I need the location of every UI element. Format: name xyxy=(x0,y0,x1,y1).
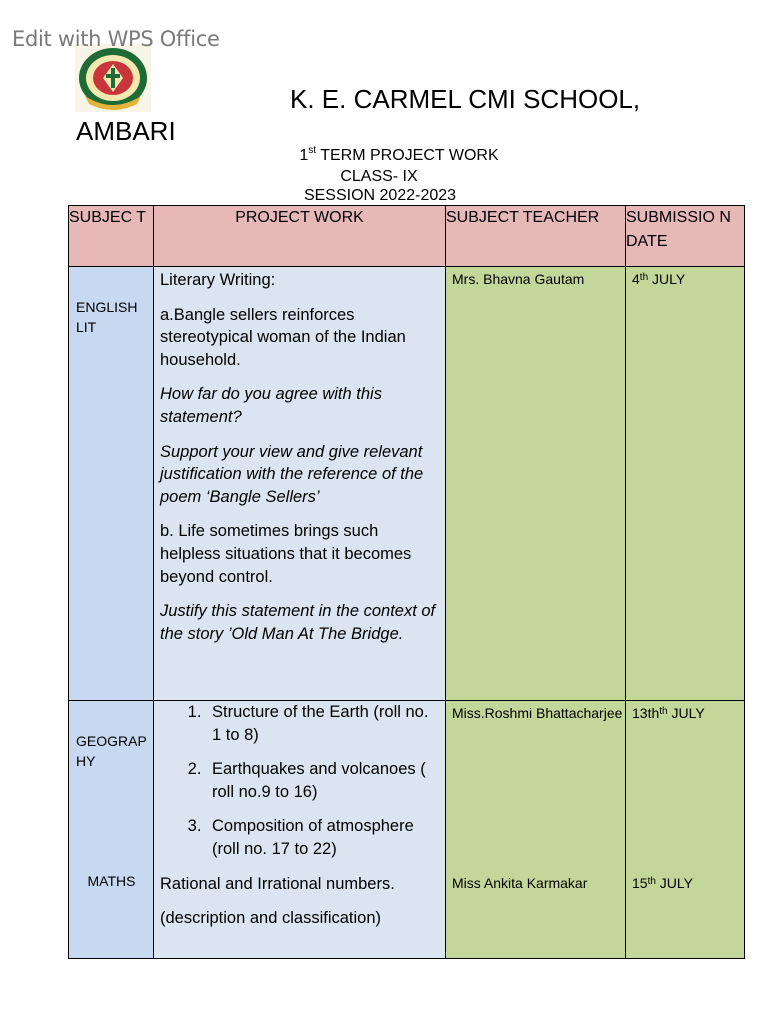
school-name-line2: AMBARI xyxy=(76,116,176,146)
date-cell: $13th^{th}$ JULY xyxy=(632,705,705,721)
header-submission-date: SUBMISSIO N DATE xyxy=(626,206,745,267)
project-text: a.Bangle sellers reinforces stereotypical woman of the Indian household. xyxy=(160,305,406,369)
project-text: Literary Writing: xyxy=(160,271,276,289)
table-row xyxy=(69,701,745,959)
teacher-cell: Miss Ankita Karmakar xyxy=(452,875,588,891)
subject-cell: MATHS xyxy=(87,873,136,889)
project-cell xyxy=(154,701,445,930)
term-heading: 1st TERM PROJECT WORK xyxy=(299,145,499,164)
project-table xyxy=(68,205,745,959)
teacher-cell: Miss.Roshmi Bhattacharjee xyxy=(452,705,623,721)
school-logo-icon xyxy=(75,44,151,112)
teacher-cell: Mrs. Bhavna Gautam xyxy=(452,271,585,287)
project-text: How far do you agree with this statement? xyxy=(160,385,382,426)
table-header-row xyxy=(69,206,745,267)
session-heading: SESSION 2022-2023 xyxy=(303,187,457,204)
project-text: Support your view and give relevant justification with the reference of the poem ‘Bangle Sellers’ xyxy=(160,442,424,506)
wps-watermark: Edit with WPS Office xyxy=(12,27,220,51)
date-cell: 4th JULY xyxy=(632,271,686,287)
date-cell: 15th JULY xyxy=(632,875,694,891)
table-row xyxy=(69,267,745,701)
subject-cell: ENGLISH LIT xyxy=(76,299,138,335)
project-text: Justify this statement in the context of the story ’Old Man At The Bridge. xyxy=(160,602,436,643)
list-item: 3. Composition of atmosphere (roll no. 17 to 22) xyxy=(206,815,439,860)
school-name-line1: K. E. CARMEL CMI SCHOOL, xyxy=(290,84,641,114)
subject-cell: GEOGRAP HY xyxy=(76,733,147,769)
project-text: b. Life sometimes brings such helpless situations that it becomes beyond control. xyxy=(160,522,412,586)
project-text: (description and classification) xyxy=(160,909,382,928)
class-heading: CLASS- IX xyxy=(340,168,418,185)
list-item: 2. Earthquakes and volcanoes ( roll no.9 to 16) xyxy=(206,758,439,803)
project-cell xyxy=(154,269,445,645)
list-item: 1. Structure of the Earth (roll no. 1 to 8) xyxy=(206,701,439,746)
project-text: Rational and Irrational numbers. xyxy=(160,874,395,893)
header-project-work: PROJECT WORK xyxy=(154,206,446,267)
header-subject-teacher: SUBJECT TEACHER xyxy=(446,206,626,267)
header-subject: SUBJEC T xyxy=(69,206,154,267)
